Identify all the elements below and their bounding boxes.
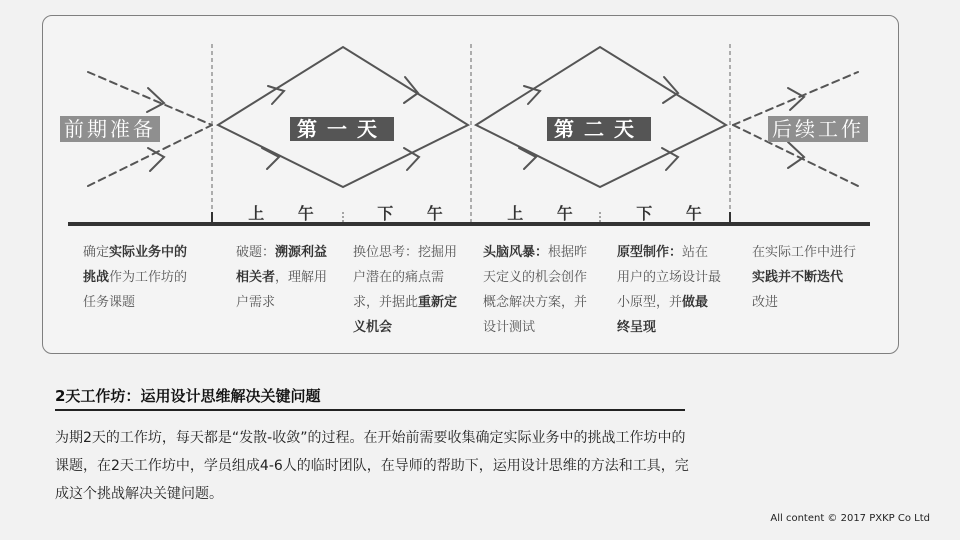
desc-post: 在实际工作中进行实践并不断迭代改进 (752, 245, 857, 310)
desc-day2-afternoon: 原型制作：站在用户的立场设计最小原型，并做最终呈现 (617, 245, 722, 335)
day2-chevron-4 (662, 148, 678, 170)
desc-pre: 确定实际业务中的挑战作为工作坊的任务课题 (83, 245, 188, 310)
day1-afternoon-label: 下 午 (377, 204, 443, 223)
post-lower-chevron (788, 142, 804, 168)
desc-day1-afternoon: 换位思考：挖掘用户潜在的痛点需求，并据此重新定义机会 (353, 245, 458, 335)
subtitle-underline (55, 409, 685, 411)
copyright-footer: All content © 2017 PXKP Co Ltd (770, 513, 930, 524)
day1-chevron-1 (268, 86, 284, 104)
stage-pre-label: 前期准备 (60, 116, 160, 142)
day1-morning-label: 上 午 (248, 204, 314, 223)
pre-lower-chevron (148, 148, 164, 171)
stage-day2-label: 第二天 (547, 117, 651, 141)
day2-afternoon-label: 下 午 (636, 204, 702, 223)
desc-day2-morning: 头脑风暴：根据昨天定义的机会创作概念解决方案，并设计测试 (483, 245, 588, 335)
stage-post-label: 后续工作 (768, 116, 868, 142)
desc-day1-morning: 破题：溯源利益相关者，理解用户需求 (236, 245, 328, 310)
day2-morning-label: 上 午 (507, 204, 573, 223)
section-subtitle: 2天工作坊：运用设计思维解决关键问题 (55, 387, 321, 405)
day2-chevron-1 (524, 86, 540, 104)
stage-day1-label: 第一天 (290, 117, 394, 141)
post-upper-chevron (788, 88, 804, 110)
summary-paragraph: 为期2天的工作坊，每天都是“发散-收敛”的过程。在开始前需要收集确定实际业务中的挑战工作坊中的课题，在2天工作坊中，学员组成4-6人的临时团队，在导师的帮助下，运用设计思维的方法和工具，完成这个挑战解决关键问题。 (55, 430, 689, 502)
